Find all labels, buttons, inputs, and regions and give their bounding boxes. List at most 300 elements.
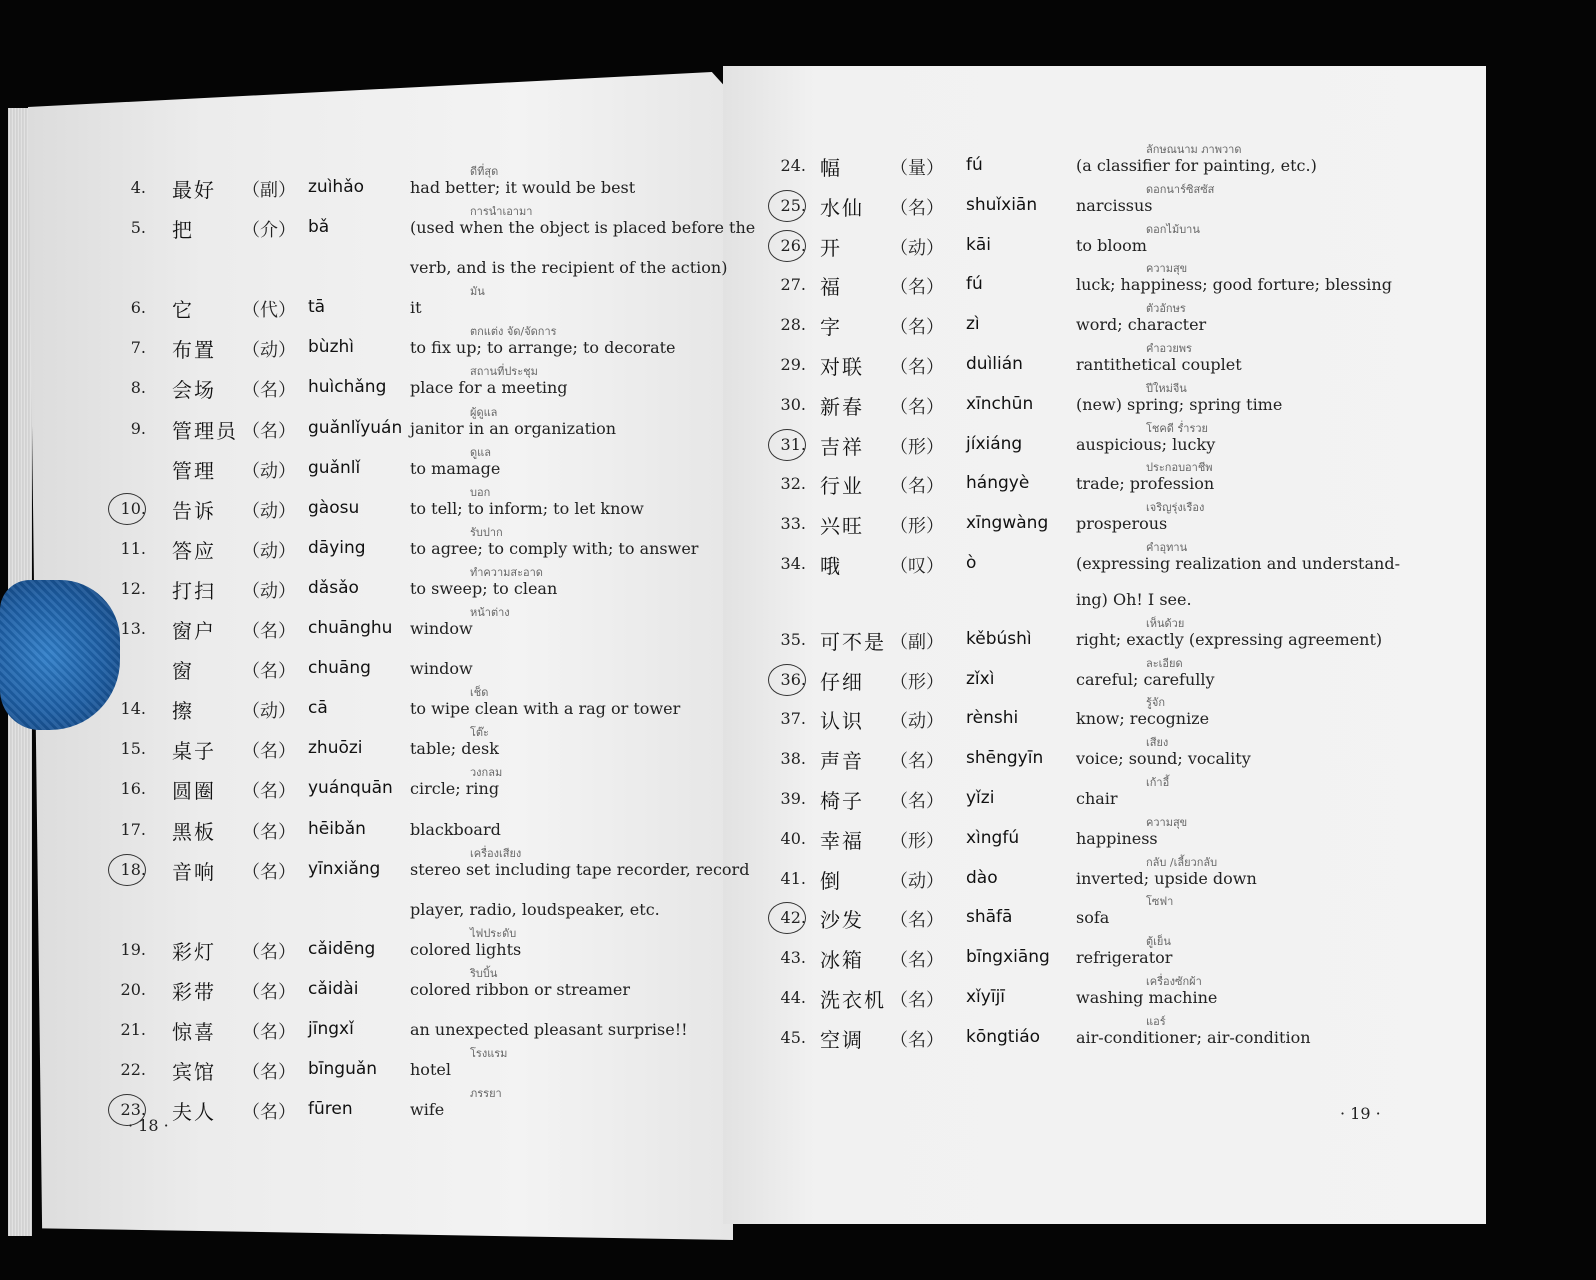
entry-pinyin: guǎnlǐ bbox=[308, 457, 361, 478]
vocab-entry bbox=[100, 1014, 720, 1044]
entry-number: 19. bbox=[120, 939, 146, 959]
entry-definition: blackboard bbox=[410, 819, 501, 839]
entry-hanzi: 管理 bbox=[172, 458, 216, 483]
entry-number: 35. bbox=[780, 629, 806, 649]
handwritten-thai-note: ตกแต่ง จัด/จัดการ bbox=[470, 325, 557, 339]
handwritten-thai-note: ดูแล bbox=[470, 445, 491, 459]
entry-part-of-speech: （名） bbox=[242, 741, 296, 763]
entry-pinyin: zǐxì bbox=[966, 668, 995, 689]
entry-pinyin: bǎ bbox=[308, 217, 330, 238]
entry-hanzi: 彩灯 bbox=[172, 939, 216, 964]
entry-part-of-speech: （名） bbox=[890, 751, 944, 773]
entry-definition: washing machine bbox=[1076, 988, 1218, 1007]
entry-pinyin: yīnxiǎng bbox=[308, 858, 381, 879]
entry-definition: place for a meeting bbox=[410, 378, 568, 398]
entry-pinyin: fú bbox=[966, 274, 983, 295]
vocab-entry bbox=[100, 525, 720, 563]
entry-hanzi: 水仙 bbox=[820, 195, 864, 220]
handwritten-thai-note: เก้าอี้ bbox=[1146, 776, 1170, 789]
entry-part-of-speech: （名） bbox=[242, 621, 296, 642]
entry-hanzi: 窗 bbox=[172, 659, 194, 684]
handwritten-thai-note: ตู้เย็น bbox=[1146, 935, 1171, 949]
entry-number: 4. bbox=[130, 178, 146, 197]
entry-pinyin: xǐyījī bbox=[966, 987, 1006, 1007]
handwritten-thai-note: ประกอบอาชีพ bbox=[1146, 461, 1213, 475]
entry-number: 44. bbox=[780, 988, 806, 1007]
vocab-entry bbox=[760, 1014, 1460, 1052]
entry-part-of-speech: （名） bbox=[890, 357, 944, 378]
entry-hanzi: 冰箱 bbox=[820, 948, 864, 973]
entry-pinyin: tā bbox=[308, 297, 326, 318]
entry-pinyin: huìchǎng bbox=[308, 377, 387, 398]
entry-pinyin: rènshi bbox=[966, 708, 1019, 729]
handwritten-thai-note: ดอกนาร์ซิสซัส bbox=[1146, 182, 1215, 196]
entry-pinyin: kāi bbox=[966, 234, 991, 255]
vocab-entry bbox=[760, 421, 1460, 459]
entry-number: 14. bbox=[120, 699, 146, 719]
entry-hanzi: 兴旺 bbox=[820, 514, 864, 539]
entry-definition: luck; happiness; good forture; blessing bbox=[1076, 275, 1392, 295]
entry-pinyin: xīnchūn bbox=[966, 393, 1034, 414]
entry-definition: to wipe clean with a rag or tower bbox=[410, 699, 681, 719]
entry-hanzi: 黑板 bbox=[172, 819, 216, 844]
entry-definition: wife bbox=[410, 1100, 445, 1120]
vocab-entry bbox=[100, 445, 720, 483]
vocab-entry bbox=[760, 222, 1460, 260]
entry-number: 29. bbox=[780, 355, 806, 374]
entry-pinyin: shuǐxiān bbox=[966, 194, 1038, 215]
entry-hanzi: 椅子 bbox=[820, 789, 864, 813]
entry-number: 37. bbox=[780, 709, 806, 729]
entry-pinyin: shāfā bbox=[966, 907, 1013, 928]
entry-part-of-speech: （动） bbox=[242, 500, 296, 522]
entry-pinyin: dǎsǎo bbox=[308, 577, 359, 598]
entry-definition: narcissus bbox=[1076, 195, 1153, 215]
vocab-entry bbox=[760, 143, 1460, 180]
entry-part-of-speech: （副） bbox=[242, 180, 296, 201]
entry-hanzi: 沙发 bbox=[820, 908, 864, 933]
entry-part-of-speech: （名） bbox=[242, 941, 296, 963]
handwritten-thai-note: ปีใหม่จีน bbox=[1146, 381, 1187, 395]
handwritten-thai-note: เสียง bbox=[1146, 736, 1169, 750]
vocab-entry bbox=[100, 966, 720, 1004]
entry-number: 7. bbox=[130, 338, 146, 358]
entry-definition: an unexpected pleasant surprise!! bbox=[410, 1019, 688, 1039]
entry-pinyin: chuāng bbox=[308, 658, 371, 679]
entry-pinyin: yǐzi bbox=[966, 788, 995, 808]
entry-part-of-speech: （名） bbox=[242, 380, 296, 402]
entry-hanzi: 音响 bbox=[172, 859, 216, 884]
entry-number: 13. bbox=[120, 619, 146, 638]
handwritten-thai-note: ความสุข bbox=[1146, 815, 1188, 829]
entry-part-of-speech: （名） bbox=[242, 781, 296, 803]
entry-hanzi: 窗户 bbox=[172, 619, 216, 643]
entry-part-of-speech: （名） bbox=[890, 396, 944, 418]
entry-number: 15. bbox=[120, 739, 146, 759]
handwritten-thai-note: บอก bbox=[470, 485, 491, 499]
entry-part-of-speech: （动） bbox=[890, 237, 944, 259]
vocab-entry bbox=[760, 855, 1460, 893]
entry-part-of-speech: （形） bbox=[890, 436, 944, 458]
entry-pinyin: fūren bbox=[308, 1099, 353, 1120]
entry-hanzi: 新春 bbox=[820, 394, 864, 419]
entry-number: 25. bbox=[780, 195, 806, 215]
entry-pinyin: ò bbox=[966, 553, 977, 573]
entry-pinyin: shēngyīn bbox=[966, 748, 1044, 769]
entry-pinyin: zuìhǎo bbox=[308, 177, 365, 197]
vocab-entry bbox=[760, 381, 1460, 419]
entry-definition: careful; carefully bbox=[1076, 669, 1215, 689]
entry-part-of-speech: （动） bbox=[242, 540, 296, 562]
entry-number: 34. bbox=[780, 554, 806, 573]
handwritten-thai-note: เห็นด้วย bbox=[1146, 616, 1185, 630]
handwritten-thai-note: ความสุข bbox=[1146, 262, 1188, 276]
vocab-entry bbox=[100, 926, 720, 964]
entry-definition: window bbox=[410, 659, 473, 679]
entry-part-of-speech: （名） bbox=[890, 1029, 944, 1051]
vocab-entry bbox=[100, 285, 720, 323]
handwritten-thai-note: เครื่องซักผ้า bbox=[1146, 975, 1202, 988]
vocab-entry bbox=[760, 656, 1460, 694]
handwritten-thai-note: คำอวยพร bbox=[1146, 342, 1192, 355]
entry-part-of-speech: （名） bbox=[890, 476, 944, 498]
entry-number: 28. bbox=[780, 315, 806, 335]
entry-part-of-speech: （叹） bbox=[890, 556, 944, 577]
entry-part-of-speech: （动） bbox=[890, 711, 944, 733]
entry-definition: word; character bbox=[1076, 315, 1207, 335]
handwritten-thai-note: เครื่องเสียง bbox=[470, 846, 522, 860]
entry-hanzi: 擦 bbox=[172, 699, 194, 724]
entry-hanzi: 布置 bbox=[172, 338, 216, 363]
entry-pinyin: yuánquān bbox=[308, 778, 393, 799]
entry-hanzi: 可不是 bbox=[820, 629, 886, 654]
entry-hanzi: 打扫 bbox=[172, 578, 216, 603]
entry-definition: know; recognize bbox=[1076, 709, 1210, 729]
entry-part-of-speech: （名） bbox=[890, 791, 944, 812]
entry-hanzi: 管理员 bbox=[172, 418, 238, 443]
vocab-entry bbox=[760, 616, 1460, 654]
entry-hanzi: 桌子 bbox=[172, 739, 216, 764]
entry-part-of-speech: （动） bbox=[242, 460, 296, 482]
entry-part-of-speech: （名） bbox=[890, 990, 944, 1011]
entry-pinyin: jíxiáng bbox=[966, 433, 1023, 454]
vocab-entry bbox=[100, 165, 720, 202]
vocab-entry bbox=[100, 726, 720, 764]
entry-pinyin: xīngwàng bbox=[966, 513, 1049, 534]
entry-definition: circle; ring bbox=[410, 779, 500, 799]
entry-part-of-speech: （量） bbox=[890, 158, 944, 179]
entry-part-of-speech: （名） bbox=[890, 277, 944, 299]
entry-part-of-speech: （名） bbox=[890, 197, 944, 219]
entry-number: 23. bbox=[120, 1100, 146, 1120]
vocab-entry bbox=[100, 606, 720, 643]
entry-number: 41. bbox=[780, 868, 806, 888]
handwritten-thai-note: มัน bbox=[470, 285, 485, 299]
handwritten-thai-note: ลักษณนาม ภาพวาด bbox=[1146, 143, 1242, 156]
vocab-entry bbox=[100, 1047, 720, 1084]
entry-definition: colored ribbon or streamer bbox=[410, 979, 631, 999]
entry-hanzi: 空调 bbox=[820, 1027, 864, 1052]
entry-definition: inverted; upside down bbox=[1076, 868, 1257, 888]
entry-pinyin: duìlián bbox=[966, 354, 1023, 374]
vocab-entry bbox=[100, 405, 720, 443]
entry-hanzi: 告诉 bbox=[172, 498, 216, 523]
entry-pinyin: bùzhì bbox=[308, 337, 354, 358]
entry-pinyin: hángyè bbox=[966, 473, 1030, 494]
entry-number: 21. bbox=[120, 1019, 146, 1039]
entry-number: 11. bbox=[120, 538, 146, 558]
vocab-entry bbox=[100, 653, 720, 683]
entry-definition: table; desk bbox=[410, 739, 499, 759]
entry-part-of-speech: （名） bbox=[242, 1102, 296, 1124]
entry-number: 33. bbox=[780, 514, 806, 534]
handwritten-thai-note: เจริญรุ่งเรือง bbox=[1146, 501, 1205, 515]
entry-definition: to agree; to comply with; to answer bbox=[410, 538, 699, 558]
entry-number: 42. bbox=[780, 908, 806, 928]
entry-part-of-speech: （形） bbox=[890, 671, 944, 693]
entry-part-of-speech: （代） bbox=[242, 300, 296, 322]
entry-definition: (new) spring; spring time bbox=[1076, 394, 1283, 414]
entry-definition: to tell; to inform; to let know bbox=[410, 498, 644, 518]
handwritten-thai-note: เช็ด bbox=[470, 686, 489, 700]
entry-definition: right; exactly (expressing agreement) bbox=[1076, 629, 1383, 649]
handwritten-thai-note: สถานที่ประชุม bbox=[470, 365, 538, 379]
vocab-entry bbox=[100, 846, 750, 924]
entry-part-of-speech: （名） bbox=[242, 420, 296, 442]
entry-hanzi: 声音 bbox=[820, 749, 864, 774]
entry-definition: to bloom bbox=[1076, 235, 1147, 255]
vocab-entry bbox=[760, 541, 1460, 614]
handwritten-thai-note: โต๊ะ bbox=[470, 726, 489, 740]
entry-number: 24. bbox=[780, 156, 806, 175]
handwritten-thai-note: ดีที่สุด bbox=[470, 165, 499, 178]
entry-hanzi: 彩带 bbox=[172, 979, 216, 1004]
entry-pinyin: gàosu bbox=[308, 497, 360, 518]
entry-definition: air-conditioner; air-condition bbox=[1076, 1027, 1311, 1047]
vocab-entry bbox=[760, 342, 1460, 379]
entry-hanzi: 仔细 bbox=[820, 669, 864, 694]
vocab-entry bbox=[760, 815, 1460, 853]
vocab-entry bbox=[760, 262, 1460, 300]
entry-definition: prosperous bbox=[1076, 514, 1168, 534]
vocab-entry bbox=[100, 485, 720, 523]
handwritten-thai-note: คำอุทาน bbox=[1146, 541, 1188, 554]
handwritten-thai-note: วงกลม bbox=[470, 766, 503, 780]
entry-definition: stereo set including tape recorder, record bbox=[410, 859, 750, 879]
entry-number: 45. bbox=[780, 1027, 806, 1047]
entry-definition: voice; sound; vocality bbox=[1076, 749, 1251, 769]
entry-part-of-speech: （名） bbox=[242, 1062, 296, 1083]
vocab-entry bbox=[760, 696, 1460, 734]
entry-part-of-speech: （名） bbox=[242, 821, 296, 843]
vocab-entry bbox=[100, 365, 720, 403]
entry-definition: auspicious; lucky bbox=[1076, 434, 1216, 454]
entry-definition: to mamage bbox=[410, 458, 501, 478]
entry-number: 40. bbox=[780, 828, 806, 848]
entry-definition-continued: verb, and is the recipient of the action) bbox=[410, 258, 728, 278]
vocab-entry bbox=[760, 501, 1460, 539]
entry-number: 6. bbox=[130, 298, 146, 318]
entry-part-of-speech: （名） bbox=[890, 950, 944, 972]
entry-number: 8. bbox=[130, 378, 146, 398]
entry-hanzi: 夫人 bbox=[172, 1100, 216, 1125]
entry-number: 38. bbox=[780, 749, 806, 769]
vocab-entry bbox=[100, 766, 720, 804]
entry-definition: it bbox=[410, 298, 422, 318]
entry-part-of-speech: （名） bbox=[242, 661, 296, 683]
entry-hanzi: 洗衣机 bbox=[820, 988, 886, 1012]
entry-part-of-speech: （介） bbox=[242, 220, 296, 242]
entry-hanzi: 宾馆 bbox=[172, 1060, 216, 1084]
entry-number: 10. bbox=[120, 498, 146, 518]
entry-definition-continued: ing) Oh! I see. bbox=[1076, 590, 1192, 609]
entry-hanzi: 它 bbox=[172, 298, 194, 323]
entry-number: 31. bbox=[780, 434, 806, 454]
entry-definition: to fix up; to arrange; to decorate bbox=[410, 338, 676, 358]
entry-definition: (expressing realization and understand- bbox=[1076, 554, 1400, 573]
handwritten-thai-note: ผู้ดูแล bbox=[470, 405, 498, 419]
entry-hanzi: 行业 bbox=[820, 474, 864, 499]
handwritten-thai-note: โซฟา bbox=[1146, 895, 1174, 909]
handwritten-thai-note: หน้าต่าง bbox=[470, 606, 510, 619]
handwritten-thai-note: ภรรยา bbox=[470, 1087, 502, 1101]
entry-hanzi: 会场 bbox=[172, 378, 216, 403]
entry-number: 43. bbox=[780, 948, 806, 968]
entry-hanzi: 认识 bbox=[820, 709, 864, 734]
entry-part-of-speech: （副） bbox=[890, 631, 944, 653]
entry-pinyin: fú bbox=[966, 155, 983, 175]
entry-definition: trade; profession bbox=[1076, 474, 1215, 494]
entry-part-of-speech: （名） bbox=[242, 981, 296, 1003]
entry-pinyin: dào bbox=[966, 867, 998, 888]
entry-definition: (used when the object is placed before the bbox=[410, 218, 756, 238]
entry-pinyin: zhuōzi bbox=[308, 738, 363, 759]
page-number-right: · 19 · bbox=[1340, 1104, 1381, 1123]
entry-definition: janitor in an organization bbox=[410, 418, 617, 438]
handwritten-thai-note: ไฟประดับ bbox=[470, 926, 517, 940]
entry-part-of-speech: （动） bbox=[242, 701, 296, 723]
entry-hanzi: 最好 bbox=[172, 178, 216, 202]
entry-hanzi: 倒 bbox=[820, 868, 842, 893]
entry-hanzi: 吉祥 bbox=[820, 434, 864, 459]
vocab-entry bbox=[100, 1087, 720, 1125]
entry-number: 39. bbox=[780, 789, 806, 808]
entry-definition: window bbox=[410, 619, 473, 638]
entry-definition: sofa bbox=[1076, 908, 1110, 928]
vocab-entry bbox=[760, 736, 1460, 774]
handwritten-thai-note: โชคดี ร่ำรวย bbox=[1146, 421, 1208, 435]
entry-pinyin: guǎnlǐyuán bbox=[308, 417, 403, 438]
entry-number: 17. bbox=[120, 819, 146, 839]
entry-hanzi: 开 bbox=[820, 235, 842, 260]
handwritten-thai-note: รับปาก bbox=[470, 525, 503, 539]
entry-part-of-speech: （动） bbox=[890, 870, 944, 892]
entry-pinyin: bīnguǎn bbox=[308, 1059, 378, 1079]
entry-definition-continued: player, radio, loudspeaker, etc. bbox=[410, 899, 660, 919]
entry-number: 30. bbox=[780, 394, 806, 414]
entry-number: 12. bbox=[120, 578, 146, 598]
handwritten-thai-note: รู้จัก bbox=[1146, 696, 1166, 710]
vocab-entry bbox=[760, 302, 1460, 340]
entry-part-of-speech: （形） bbox=[890, 830, 944, 852]
entry-definition: hotel bbox=[410, 1060, 451, 1079]
handwritten-thai-note: ละเอียด bbox=[1146, 656, 1183, 670]
entry-definition: to sweep; to clean bbox=[410, 578, 558, 598]
entry-part-of-speech: （名） bbox=[242, 861, 296, 883]
entry-number: 22. bbox=[120, 1060, 146, 1079]
entry-pinyin: kěbúshì bbox=[966, 628, 1032, 649]
entry-pinyin: hēibǎn bbox=[308, 818, 366, 839]
entry-definition: chair bbox=[1076, 789, 1118, 808]
entry-hanzi: 幸福 bbox=[820, 828, 864, 853]
entry-pinyin: jīngxǐ bbox=[308, 1018, 354, 1039]
handwritten-thai-note: กลับ /เลี้ยวกลับ bbox=[1146, 855, 1218, 869]
handwritten-thai-note: ทำความสะอาด bbox=[470, 565, 543, 579]
entry-number: 27. bbox=[780, 275, 806, 295]
handwritten-thai-note: แอร์ bbox=[1146, 1014, 1166, 1028]
vocab-entry bbox=[760, 975, 1460, 1012]
handwritten-thai-note: การนำเอามา bbox=[470, 205, 533, 219]
handwritten-thai-note: ตัวอักษร bbox=[1146, 302, 1186, 316]
vocab-entry bbox=[100, 814, 720, 844]
entry-part-of-speech: （形） bbox=[890, 516, 944, 538]
entry-pinyin: cǎidài bbox=[308, 978, 359, 999]
entry-pinyin: zì bbox=[966, 314, 980, 335]
entry-number: 18. bbox=[120, 859, 146, 879]
entry-hanzi: 答应 bbox=[172, 538, 216, 563]
vocab-entry bbox=[100, 205, 756, 282]
entry-hanzi: 福 bbox=[820, 275, 842, 300]
entry-number: 36. bbox=[780, 669, 806, 689]
entry-pinyin: chuānghu bbox=[308, 618, 393, 638]
entry-definition: colored lights bbox=[410, 939, 522, 959]
entry-part-of-speech: （动） bbox=[242, 340, 296, 362]
entry-pinyin: xìngfú bbox=[966, 827, 1020, 848]
vocab-entry bbox=[100, 686, 720, 724]
entry-definition: had better; it would be best bbox=[410, 178, 636, 197]
vocab-entry bbox=[100, 325, 720, 363]
entry-pinyin: kōngtiáo bbox=[966, 1026, 1041, 1047]
entry-hanzi: 字 bbox=[820, 315, 842, 340]
entry-pinyin: cā bbox=[308, 698, 328, 719]
vocab-entry bbox=[100, 565, 720, 603]
entry-hanzi: 幅 bbox=[820, 156, 842, 180]
entry-definition: happiness bbox=[1076, 828, 1158, 848]
entry-pinyin: dāying bbox=[308, 537, 366, 558]
entry-number: 5. bbox=[130, 218, 146, 238]
entry-part-of-speech: （名） bbox=[890, 910, 944, 932]
entry-definition: rantithetical couplet bbox=[1076, 355, 1242, 374]
entry-hanzi: 惊喜 bbox=[172, 1019, 216, 1044]
vocab-entry bbox=[760, 935, 1460, 973]
entry-pinyin: cǎidēng bbox=[308, 938, 376, 959]
entry-pinyin: bīngxiāng bbox=[966, 947, 1050, 968]
entry-hanzi: 圆圈 bbox=[172, 779, 216, 804]
entry-part-of-speech: （动） bbox=[242, 580, 296, 602]
entry-number: 26. bbox=[780, 235, 806, 255]
entry-number: 20. bbox=[120, 979, 146, 999]
entry-hanzi: 对联 bbox=[820, 355, 864, 379]
entry-part-of-speech: （名） bbox=[242, 1021, 296, 1043]
handwritten-thai-note: ดอกไม้บาน bbox=[1146, 222, 1200, 236]
vocab-entry bbox=[760, 182, 1460, 220]
handwritten-thai-note: ริบบิ้น bbox=[470, 966, 498, 980]
handwritten-thai-note: โรงแรม bbox=[470, 1047, 508, 1060]
entry-number: 32. bbox=[780, 474, 806, 494]
entry-hanzi: 哦 bbox=[820, 554, 842, 578]
vocab-entry bbox=[760, 461, 1460, 499]
entry-number: 9. bbox=[130, 418, 146, 438]
